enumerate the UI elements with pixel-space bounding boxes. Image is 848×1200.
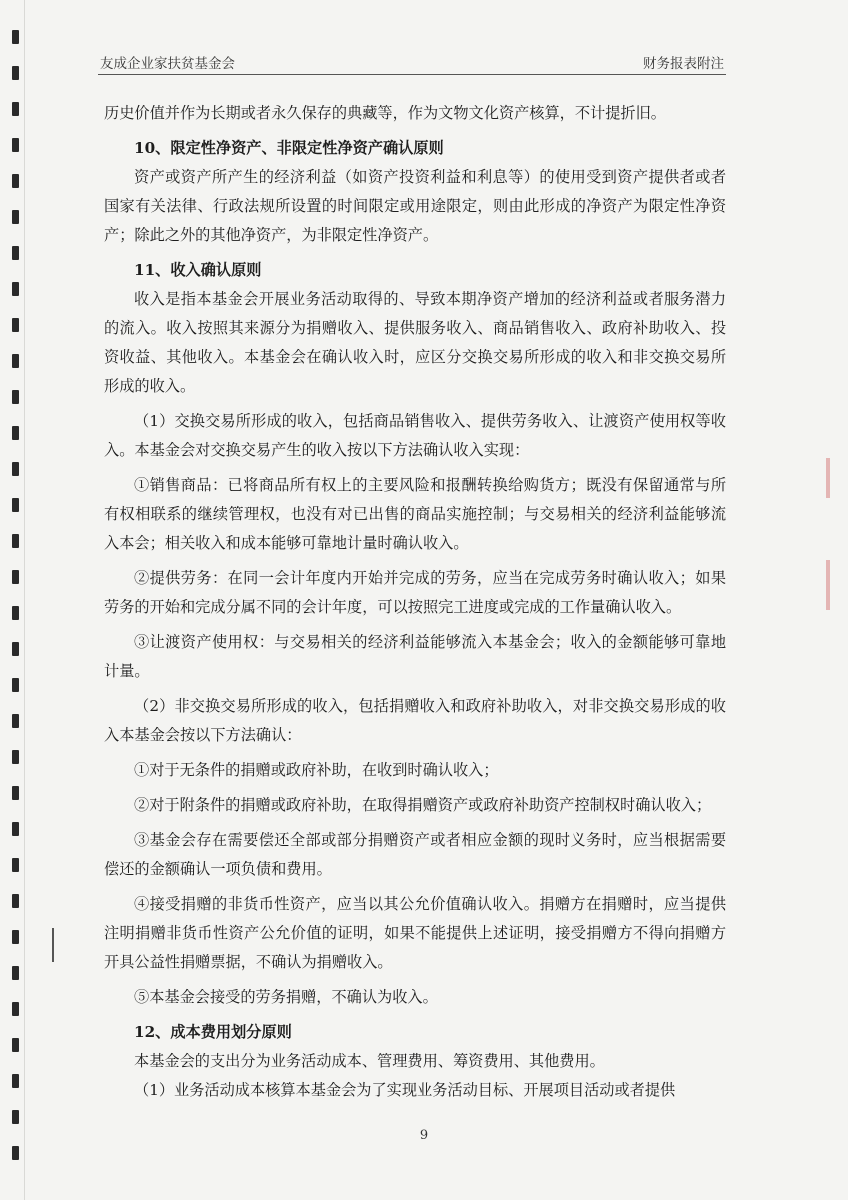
paragraph: ⑤本基金会接受的劳务捐赠，不确认为收入。 (134, 988, 438, 1006)
paragraph: ①销售商品：已将商品所有权上的主要风险和报酬转换给购货方；既没有保留通常与所有权相联系的继续管理权，也没有对已出售的商品实施控制；与交易相关的经济利益能够流入本会；相关收入和成本能够可靠地计量时确认收入。 (104, 476, 726, 552)
page-number: 9 (419, 1128, 429, 1143)
paragraph: ③让渡资产使用权：与交易相关的经济利益能够流入本基金会；收入的金额能够可靠地计量。 (104, 633, 726, 680)
header-rule (98, 74, 726, 75)
paragraph: （1）交换交易所形成的收入，包括商品销售收入、提供劳务收入、让渡资产使用权等收入。本基金会对交换交易产生的收入按以下方法确认收入实现： (104, 412, 726, 459)
margin-mark (52, 928, 54, 962)
paragraph: ③基金会存在需要偿还全部或部分捐赠资产或者相应金额的现时义务时，应当根据需要偿还的金额确认一项负债和费用。 (104, 831, 726, 878)
paragraph: （1）业务活动成本核算本基金会为了实现业务活动目标、开展项目活动或者提供 (134, 1081, 676, 1099)
binding-edge (0, 0, 26, 1200)
header-doc-type: 财务报表附注 (643, 56, 724, 72)
section-heading-10: 10、限定性净资产、非限定性净资产确认原则 (134, 139, 444, 157)
seal-bleed-mark (826, 458, 830, 498)
paragraph: 本基金会的支出分为业务活动成本、管理费用、筹资费用、其他费用。 (134, 1052, 605, 1070)
paragraph: 历史价值并作为长期或者永久保存的典藏等，作为文物文化资产核算，不计提折旧。 (104, 104, 666, 122)
section-heading-12: 12、成本费用划分原则 (134, 1023, 292, 1041)
paragraph: 收入是指本基金会开展业务活动取得的、导致本期净资产增加的经济利益或者服务潜力的流入。收入按照其来源分为捐赠收入、提供服务收入、商品销售收入、政府补助收入、投资收益、其他收入。本基金会在确认收入时，应区分交换交易所形成的收入和非交换交易所形成的收入。 (104, 290, 726, 395)
paragraph: ②提供劳务：在同一会计年度内开始并完成的劳务，应当在完成劳务时确认收入；如果劳务的开始和完成分属不同的会计年度，可以按照完工进度或完成的工作量确认收入。 (104, 569, 726, 616)
section-heading-11: 11、收入确认原则 (134, 261, 262, 279)
document-body (104, 99, 726, 1105)
paragraph: ②对于附条件的捐赠或政府补助，在取得捐赠资产或政府补助资产控制权时确认收入； (134, 796, 712, 814)
paragraph: （2）非交换交易所形成的收入，包括捐赠收入和政府补助收入，对非交换交易形成的收入本基金会按以下方法确认： (104, 697, 726, 744)
seal-bleed-mark (826, 560, 830, 610)
page-header (98, 52, 726, 74)
page-edge-line (24, 0, 25, 1200)
paragraph: ①对于无条件的捐赠或政府补助，在收到时确认收入； (134, 761, 499, 779)
paragraph: 资产或资产所产生的经济利益（如资产投资利益和利息等）的使用受到资产提供者或者国家有关法律、行政法规所设置的时间限定或用途限定，则由此形成的净资产为限定性净资产；除此之外的其他净资产，为非限定性净资产。 (104, 168, 726, 244)
paragraph: ④接受捐赠的非货币性资产，应当以其公允价值确认收入。捐赠方在捐赠时，应当提供注明捐赠非货币性资产公允价值的证明，如果不能提供上述证明，接受捐赠方不得向捐赠方开具公益性捐赠票据，不确认为捐赠收入。 (104, 895, 726, 971)
header-org: 友成企业家扶贫基金会 (100, 56, 235, 72)
